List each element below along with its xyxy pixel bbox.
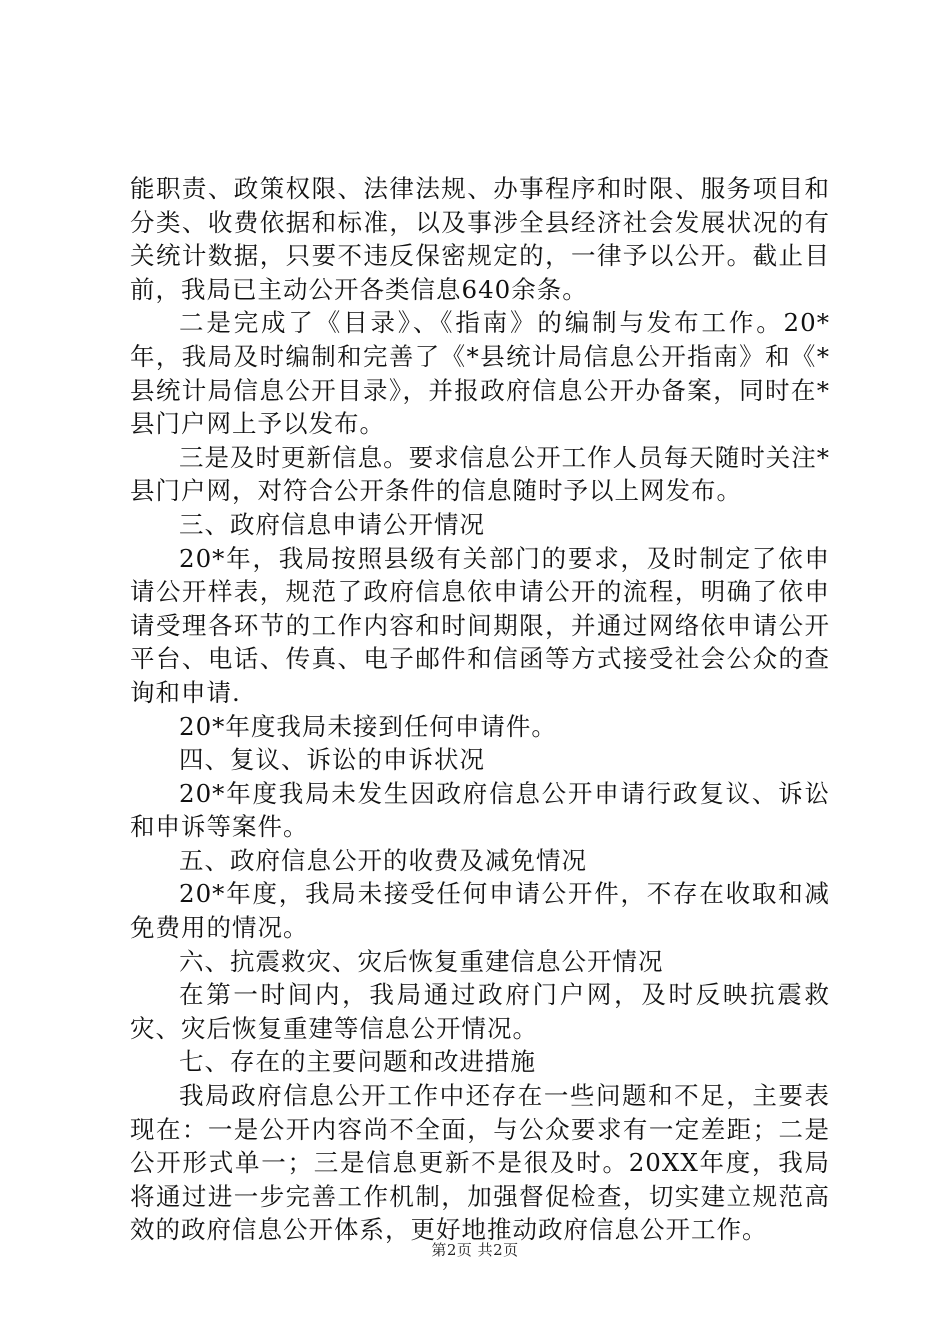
- paragraph: 二是完成了《目录》、《指南》的编制与发布工作。20*年，我局及时编制和完善了《*县统计局信息公开指南》和《*县统计局信息公开目录》，并报政府信息公开办备案，同时在*县门户网上予以发布。: [130, 308, 830, 439]
- section-heading: 五、政府信息公开的收费及减免情况: [179, 845, 587, 875]
- paragraph: 20*年度，我局未接受任何申请公开件，不存在收取和减免费用的情况。: [130, 879, 830, 943]
- paragraph: 在第一时间内，我局通过政府门户网，及时反映抗震救灾、灾后恢复重建等信息公开情况。: [130, 980, 830, 1043]
- paragraph: 20*年，我局按照县级有关部门的要求，及时制定了依申请公开样表，规范了政府信息依申请公开的流程，明确了依申请受理各环节的工作内容和时间期限，并通过网络依申请公开平台、电话、传真、电子邮件和信函等方式接受社会公众的查询和申请.: [130, 543, 830, 707]
- section-heading: 六、抗震救灾、灾后恢复重建信息公开情况: [179, 946, 664, 976]
- page-number-footer: 第2页 共2页: [431, 1241, 519, 1259]
- section-heading: 七、存在的主要问题和改进措施: [179, 1047, 536, 1077]
- paragraph: 三是及时更新信息。要求信息公开工作人员每天随时关注*县门户网，对符合公开条件的信息随时予以上网发布。: [130, 442, 830, 506]
- paragraph-continued: 能职责、政策权限、法律法规、办事程序和时限、服务项目和分类、收费依据和标准，以及事涉全县经济社会发展状况的有关统计数据，只要不违反保密规定的，一律予以公开。截止目前，我局已主动公开各类信息640余条。: [130, 174, 830, 304]
- paragraph: 20*年度我局未发生因政府信息公开申请行政复议、诉讼和申诉等案件。: [130, 778, 830, 842]
- section-heading: 四、复议、诉讼的申诉状况: [179, 745, 485, 775]
- document-body: [130, 172, 830, 1247]
- paragraph: 20*年度我局未接到任何申请件。: [179, 711, 557, 741]
- paragraph: 我局政府信息公开工作中还存在一些问题和不足，主要表现在：一是公开内容尚不全面，与公众要求有一定差距；二是公开形式单一；三是信息更新不是很及时。20XX年度，我局将通过进一步完善工作机制，加强督促检查，切实建立规范高效的政府信息公开体系，更好地推动政府信息公开工作。: [130, 1081, 830, 1245]
- section-heading: 三、政府信息申请公开情况: [179, 509, 485, 539]
